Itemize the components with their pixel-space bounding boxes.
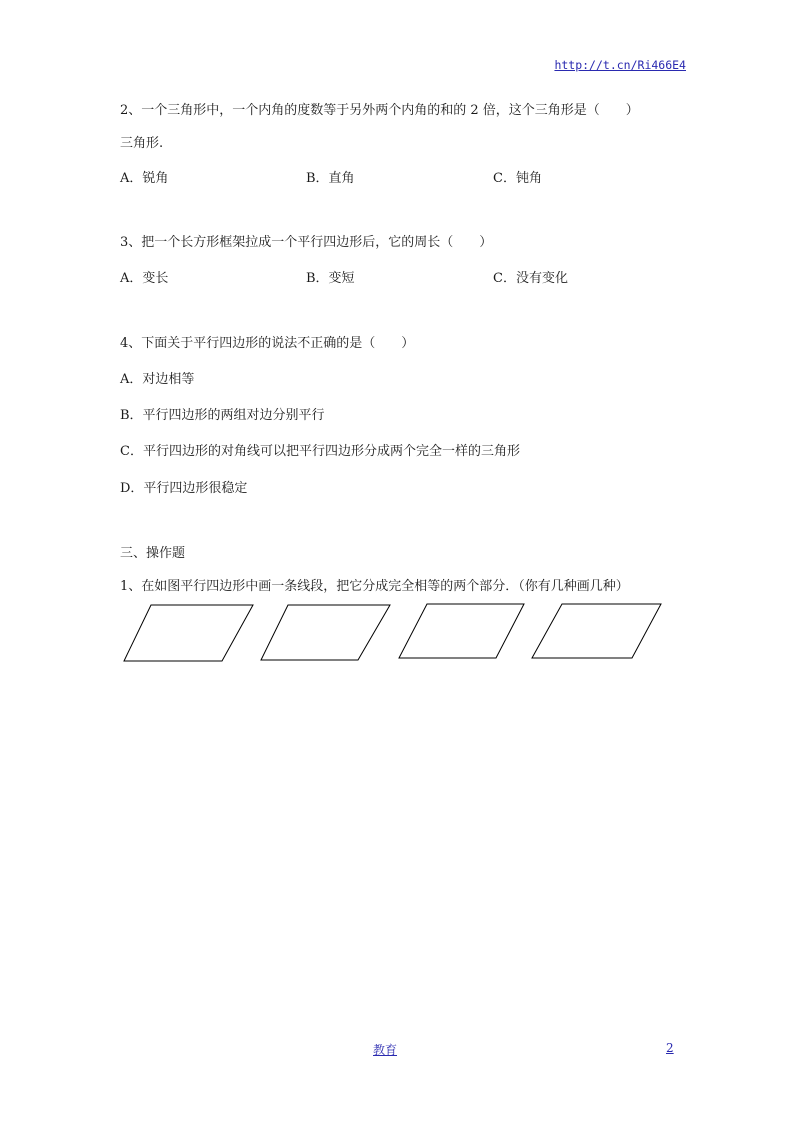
section3-q1: 1、在如图平行四边形中画一条线段，把它分成完全相等的两个部分．（你有几种画几种） [120,579,629,594]
q2-option-a: A．锐角 [120,171,169,186]
q2-line1: 2、一个三角形中，一个内角的度数等于另外两个内角的和的 2 倍，这个三角形是（ ） [120,103,639,118]
q3-line1: 3、把一个长方形框架拉成一个平行四边形后，它的周长（ ） [120,235,493,250]
q4-option-c: C．平行四边形的对角线可以把平行四边形分成两个完全一样的三角形 [120,444,520,459]
parallelogram-figures [118,600,678,670]
page-number[interactable]: 2 [666,1041,674,1055]
q3-option-c: C．没有变化 [493,271,568,286]
q4-option-b: B．平行四边形的两组对边分别平行 [120,408,325,423]
q2-line2: 三角形. [120,136,164,151]
parallelogram-4 [532,604,661,658]
header-url-link[interactable]: http://t.cn/Ri466E4 [554,58,686,72]
q4-option-d: D．平行四边形很稳定 [120,481,248,496]
q4-option-a: A．对边相等 [120,372,195,387]
q2-option-c: C．钝角 [493,171,542,186]
q4-line1: 4、下面关于平行四边形的说法不正确的是（ ） [120,336,415,351]
q3-option-b: B．变短 [306,271,355,286]
parallelogram-3 [399,604,524,658]
parallelogram-1 [124,605,253,661]
footer-link-jiaoyu[interactable]: 教育 [373,1043,398,1057]
section3-title: 三、操作题 [120,546,186,561]
parallelogram-2 [261,605,390,660]
q2-option-b: B．直角 [306,171,355,186]
q3-option-a: A．变长 [120,271,169,286]
